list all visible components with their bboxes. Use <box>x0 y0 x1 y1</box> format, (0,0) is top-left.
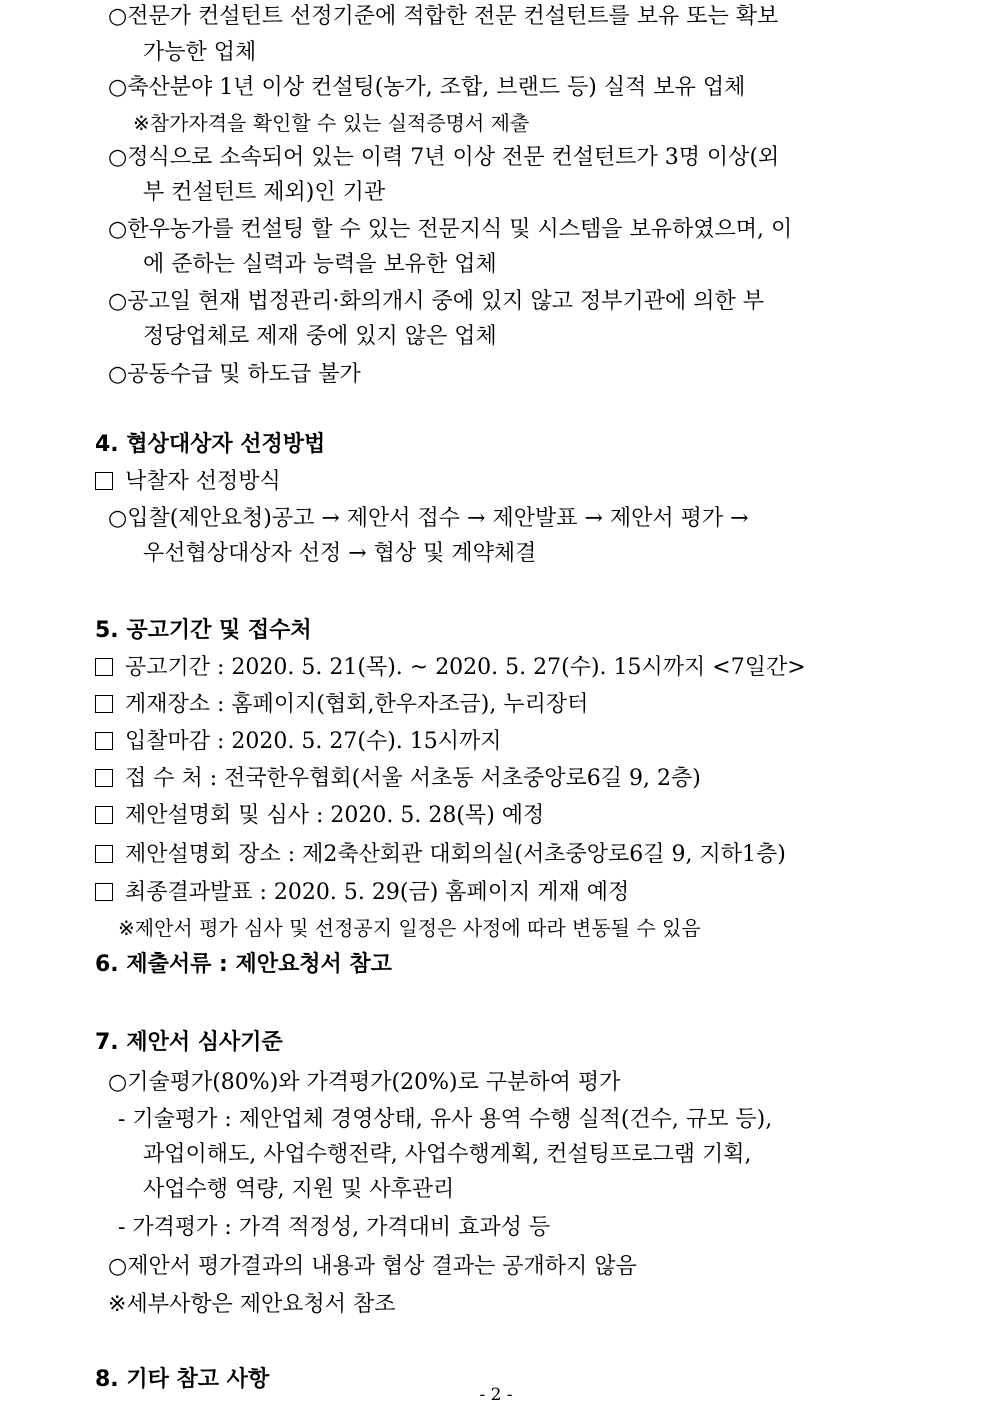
circle-bullet-icon: ○ <box>108 506 128 531</box>
text-line <box>143 1175 454 1205</box>
circle-bullet-icon: ○ <box>108 1070 128 1095</box>
text-line <box>95 764 701 794</box>
text-line <box>95 653 806 683</box>
line-text: 공동수급 및 하도급 불가 <box>127 362 361 387</box>
circle-bullet-icon: ○ <box>108 145 128 170</box>
line-text: 에 준하는 실력과 능력을 보유한 업체 <box>143 252 497 277</box>
line-text: 전문가 컨설턴트 선정기준에 적합한 전문 컨설턴트를 보유 또는 확보 <box>127 4 779 29</box>
text-line <box>95 727 502 757</box>
text-line <box>95 878 629 908</box>
text-line <box>143 539 536 569</box>
text-line <box>143 322 497 352</box>
section-heading <box>95 950 392 980</box>
text-line <box>95 690 588 720</box>
checkbox-square-icon <box>95 658 113 676</box>
text-line <box>143 250 497 280</box>
text-line <box>143 1140 752 1170</box>
text-line <box>108 1290 395 1320</box>
line-text: 제안설명회 및 심사 : 2020. 5. 28(목) 예정 <box>125 803 545 828</box>
line-text: 축산분야 1년 이상 컨설팅(농가, 조합, 브랜드 등) 실적 보유 업체 <box>127 75 746 100</box>
line-text: 8. 기타 참고 사항 <box>95 1367 270 1392</box>
text-line <box>118 1105 772 1135</box>
text-line <box>108 2 778 32</box>
circle-bullet-icon: ○ <box>108 289 128 314</box>
line-text: 낙찰자 선정방식 <box>125 469 281 494</box>
text-line <box>118 1213 550 1243</box>
text-line <box>143 178 385 208</box>
line-text: 참가자격을 확인할 수 있는 실적증명서 제출 <box>149 111 530 135</box>
text-line <box>143 38 256 68</box>
page-number: - 2 - <box>479 1385 513 1405</box>
circle-bullet-icon: ○ <box>108 75 128 100</box>
text-line <box>133 108 529 138</box>
text-line <box>118 913 701 943</box>
line-text: - 기술평가 : 제안업체 경영상태, 유사 용역 수행 실적(건수, 규모 등), <box>118 1107 773 1132</box>
line-text: 제안서 평가결과의 내용과 협상 결과는 공개하지 않음 <box>127 1254 637 1279</box>
line-text: 게재장소 : 홈페이지(협회,한우자조금), 누리장터 <box>125 692 589 717</box>
line-text: 과업이해도, 사업수행전략, 사업수행계획, 컨설팅프로그램 기획, <box>143 1142 752 1167</box>
text-line <box>108 287 764 317</box>
text-line <box>108 215 792 245</box>
line-text: 세부사항은 제안요청서 참조 <box>126 1292 396 1317</box>
reference-mark-icon: ※ <box>108 1292 127 1317</box>
line-text: 제안설명회 장소 : 제2축산회관 대회의실(서초중앙로6길 9, 지하1층) <box>125 842 786 867</box>
line-text: 한우농가를 컨설팅 할 수 있는 전문지식 및 시스템을 보유하였으며, 이 <box>127 217 793 242</box>
circle-bullet-icon: ○ <box>108 217 128 242</box>
text-line <box>108 360 361 390</box>
checkbox-square-icon <box>95 732 113 750</box>
text-line <box>108 1252 637 1282</box>
checkbox-square-icon <box>95 806 113 824</box>
line-text: 최종결과발표 : 2020. 5. 29(금) 홈페이지 게재 예정 <box>125 880 630 905</box>
line-text: - 가격평가 : 가격 적정성, 가격대비 효과성 등 <box>118 1215 551 1240</box>
section-heading <box>95 616 312 646</box>
text-line <box>95 801 544 831</box>
line-text: 기술평가(80%)와 가격평가(20%)로 구분하여 평가 <box>127 1070 621 1095</box>
text-line <box>108 73 745 103</box>
circle-bullet-icon: ○ <box>108 362 128 387</box>
line-text: 7. 제안서 심사기준 <box>95 1030 283 1055</box>
text-line <box>108 1068 620 1098</box>
checkbox-square-icon <box>95 845 113 863</box>
line-text: 정식으로 소속되어 있는 이력 7년 이상 전문 컨설턴트가 3명 이상(외 <box>127 145 780 170</box>
line-text: 제안서 평가 심사 및 선정공지 일정은 사정에 따라 변동될 수 있음 <box>134 916 701 940</box>
section-heading <box>95 1028 283 1058</box>
checkbox-square-icon <box>95 883 113 901</box>
line-text: 우선협상대상자 선정 → 협상 및 계약체결 <box>143 541 537 566</box>
text-line <box>95 840 786 870</box>
line-text: 입찰마감 : 2020. 5. 27(수). 15시까지 <box>125 729 502 754</box>
line-text: 정당업체로 제재 중에 있지 않은 업체 <box>143 324 497 349</box>
line-text: 공고기간 : 2020. 5. 21(목). ~ 2020. 5. 27(수). 15시까지 <7일간> <box>125 655 806 680</box>
reference-mark-icon: ※ <box>118 916 135 940</box>
line-text: 사업수행 역량, 지원 및 사후관리 <box>143 1177 455 1202</box>
line-text: 5. 공고기간 및 접수처 <box>95 618 312 643</box>
circle-bullet-icon: ○ <box>108 1254 128 1279</box>
circle-bullet-icon: ○ <box>108 4 128 29</box>
line-text: 부 컨설턴트 제외)인 기관 <box>143 180 386 205</box>
section-heading <box>95 430 325 460</box>
line-text: 가능한 업체 <box>143 40 257 65</box>
line-text: 입찰(제안요청)공고 → 제안서 접수 → 제안발표 → 제안서 평가 → <box>127 506 749 531</box>
checkbox-square-icon <box>95 695 113 713</box>
line-text: 4. 협상대상자 선정방법 <box>95 432 326 457</box>
checkbox-square-icon <box>95 472 113 490</box>
reference-mark-icon: ※ <box>133 111 150 135</box>
line-text: 접 수 처 : 전국한우협회(서울 서초동 서초중앙로6길 9, 2층) <box>125 766 701 791</box>
checkbox-square-icon <box>95 769 113 787</box>
text-line <box>95 467 281 497</box>
line-text: 공고일 현재 법정관리·화의개시 중에 있지 않고 정부기관에 의한 부 <box>127 289 764 314</box>
line-text: 6. 제출서류 : 제안요청서 참고 <box>95 952 392 977</box>
text-line <box>108 143 779 173</box>
text-line <box>108 504 749 534</box>
